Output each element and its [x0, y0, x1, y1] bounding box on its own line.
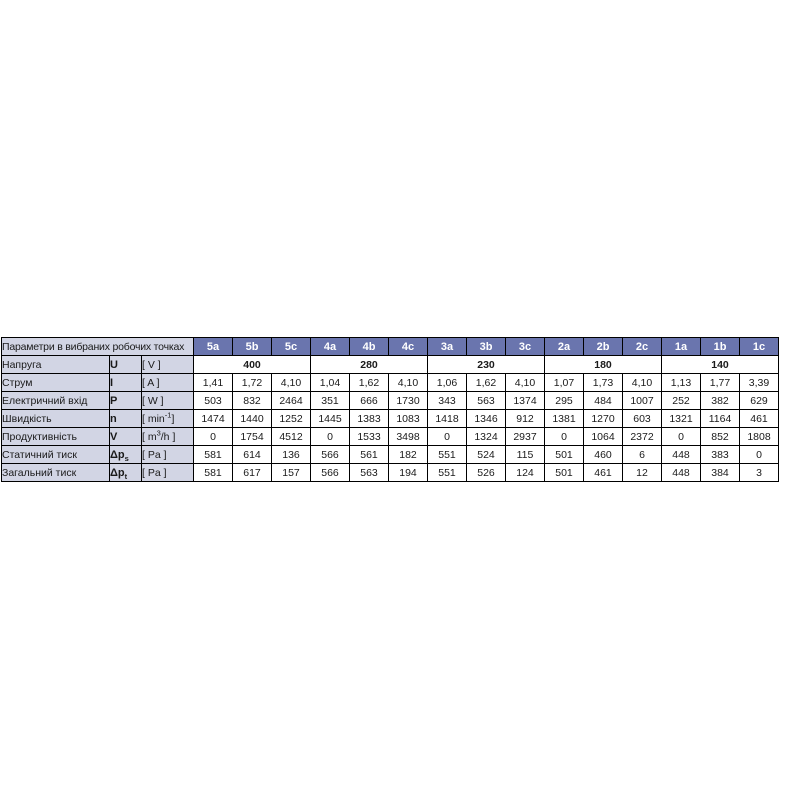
table-cell: 1533 — [350, 428, 389, 446]
table-cell: 383 — [701, 446, 740, 464]
table-cell: 1440 — [233, 410, 272, 428]
table-cell: 1,77 — [701, 374, 740, 392]
param-name: Швидкість — [2, 410, 110, 428]
table-cell: 912 — [506, 410, 545, 428]
table-cell: 524 — [467, 446, 506, 464]
table-cell: 12 — [623, 464, 662, 482]
table-cell: 526 — [467, 464, 506, 482]
param-symbol: U — [110, 356, 142, 374]
param-unit: [ V ] — [142, 356, 194, 374]
table-cell: 3,39 — [740, 374, 779, 392]
table-cell: 1,41 — [194, 374, 233, 392]
table-cell: 0 — [740, 446, 779, 464]
table-cell: 3498 — [389, 428, 428, 446]
voltage-group-value: 400 — [194, 356, 311, 374]
table-cell: 1445 — [311, 410, 350, 428]
table-cell: 1007 — [623, 392, 662, 410]
column-header-5c: 5c — [272, 338, 311, 356]
table-cell: 1383 — [350, 410, 389, 428]
table-cell: 194 — [389, 464, 428, 482]
table-cell: 1730 — [389, 392, 428, 410]
table-cell: 1,62 — [467, 374, 506, 392]
table-cell: 0 — [545, 428, 584, 446]
table-cell: 136 — [272, 446, 311, 464]
table-cell: 1474 — [194, 410, 233, 428]
column-header-5a: 5a — [194, 338, 233, 356]
column-header-1b: 1b — [701, 338, 740, 356]
param-unit: [ W ] — [142, 392, 194, 410]
table-cell: 563 — [350, 464, 389, 482]
table-cell: 566 — [311, 446, 350, 464]
table-cell: 3 — [740, 464, 779, 482]
column-header-3c: 3c — [506, 338, 545, 356]
table-cell: 252 — [662, 392, 701, 410]
param-symbol: V — [110, 428, 142, 446]
table-cell: 1,72 — [233, 374, 272, 392]
table-cell: 2937 — [506, 428, 545, 446]
table-cell: 563 — [467, 392, 506, 410]
table-cell: 295 — [545, 392, 584, 410]
param-unit: [ $m^3/h$ ] — [142, 428, 194, 446]
table-cell: 1418 — [428, 410, 467, 428]
table-cell: 603 — [623, 410, 662, 428]
param-name: Продуктивність — [2, 428, 110, 446]
table-cell: 1252 — [272, 410, 311, 428]
table-cell: 0 — [194, 428, 233, 446]
table-cell: 1083 — [389, 410, 428, 428]
table-cell: 503 — [194, 392, 233, 410]
column-header-2b: 2b — [584, 338, 623, 356]
table-cell: 566 — [311, 464, 350, 482]
column-header-3a: 3a — [428, 338, 467, 356]
table-cell: 1346 — [467, 410, 506, 428]
table-title: Параметри в вибраних робочих точках — [2, 338, 194, 356]
table-cell: 561 — [350, 446, 389, 464]
table-cell: 460 — [584, 446, 623, 464]
table-cell: 1321 — [662, 410, 701, 428]
table-cell: 4,10 — [272, 374, 311, 392]
param-symbol: P — [110, 392, 142, 410]
table-row — [2, 428, 779, 446]
table-cell: 484 — [584, 392, 623, 410]
table-header-row — [2, 338, 779, 356]
table-cell: 1164 — [701, 410, 740, 428]
table-cell: 501 — [545, 464, 584, 482]
table-cell: 1324 — [467, 428, 506, 446]
table-cell: 115 — [506, 446, 545, 464]
param-name: Напруга — [2, 356, 110, 374]
column-header-4a: 4a — [311, 338, 350, 356]
column-header-2c: 2c — [623, 338, 662, 356]
column-header-5b: 5b — [233, 338, 272, 356]
table-cell: 382 — [701, 392, 740, 410]
table-cell: 1381 — [545, 410, 584, 428]
operating-points-table — [1, 337, 779, 482]
param-symbol: I — [110, 374, 142, 392]
table-cell: 617 — [233, 464, 272, 482]
table-cell: 1,06 — [428, 374, 467, 392]
voltage-group-value: 140 — [662, 356, 779, 374]
table-cell: 1270 — [584, 410, 623, 428]
table-cell: 581 — [194, 464, 233, 482]
table-cell: 666 — [350, 392, 389, 410]
table-cell: 1,07 — [545, 374, 584, 392]
table-cell: 2464 — [272, 392, 311, 410]
column-header-2a: 2a — [545, 338, 584, 356]
table-cell: 461 — [584, 464, 623, 482]
table-cell: 1374 — [506, 392, 545, 410]
table-cell: 2372 — [623, 428, 662, 446]
table-cell: 124 — [506, 464, 545, 482]
table-cell: 4,10 — [389, 374, 428, 392]
table-cell: 832 — [233, 392, 272, 410]
column-header-3b: 3b — [467, 338, 506, 356]
table-cell: 1,73 — [584, 374, 623, 392]
param-name: Струм — [2, 374, 110, 392]
table-row — [2, 374, 779, 392]
table-cell: 0 — [311, 428, 350, 446]
table-cell: 0 — [428, 428, 467, 446]
table-cell: 1,13 — [662, 374, 701, 392]
param-name: Електричний вхід — [2, 392, 110, 410]
table-cell: 1,62 — [350, 374, 389, 392]
param-unit: [ Pa ] — [142, 446, 194, 464]
table-cell: 581 — [194, 446, 233, 464]
table-cell: 1754 — [233, 428, 272, 446]
table-cell: 0 — [662, 428, 701, 446]
table-cell: 852 — [701, 428, 740, 446]
table-row — [2, 464, 779, 482]
table-cell: 351 — [311, 392, 350, 410]
table-cell: 1,04 — [311, 374, 350, 392]
table-cell: 501 — [545, 446, 584, 464]
param-unit: [ Pa ] — [142, 464, 194, 482]
table-cell: 551 — [428, 446, 467, 464]
table-cell: 384 — [701, 464, 740, 482]
table-cell: 4,10 — [506, 374, 545, 392]
column-header-1a: 1a — [662, 338, 701, 356]
param-symbol: $\Delta p_t$ — [110, 464, 142, 482]
table-row-voltage — [2, 356, 779, 374]
table-cell: 6 — [623, 446, 662, 464]
table-cell: 614 — [233, 446, 272, 464]
table-cell: 157 — [272, 464, 311, 482]
param-name: Статичний тиск — [2, 446, 110, 464]
voltage-group-value: 280 — [311, 356, 428, 374]
column-header-4b: 4b — [350, 338, 389, 356]
table-cell: 551 — [428, 464, 467, 482]
table-cell: 4512 — [272, 428, 311, 446]
table-cell: 182 — [389, 446, 428, 464]
table-cell: 448 — [662, 446, 701, 464]
param-symbol: n — [110, 410, 142, 428]
voltage-group-value: 230 — [428, 356, 545, 374]
voltage-group-value: 180 — [545, 356, 662, 374]
table-row — [2, 410, 779, 428]
column-header-1c: 1c — [740, 338, 779, 356]
param-unit: [ $\min^{-1}$] — [142, 410, 194, 428]
param-symbol: $\Delta p_s$ — [110, 446, 142, 464]
table-cell: 343 — [428, 392, 467, 410]
table-cell: 1064 — [584, 428, 623, 446]
param-name: Загальний тиск — [2, 464, 110, 482]
table-cell: 1808 — [740, 428, 779, 446]
param-unit: [ A ] — [142, 374, 194, 392]
table-row — [2, 446, 779, 464]
column-header-4c: 4c — [389, 338, 428, 356]
table-cell: 629 — [740, 392, 779, 410]
table-cell: 461 — [740, 410, 779, 428]
table-row — [2, 392, 779, 410]
table-cell: 4,10 — [623, 374, 662, 392]
table-cell: 448 — [662, 464, 701, 482]
